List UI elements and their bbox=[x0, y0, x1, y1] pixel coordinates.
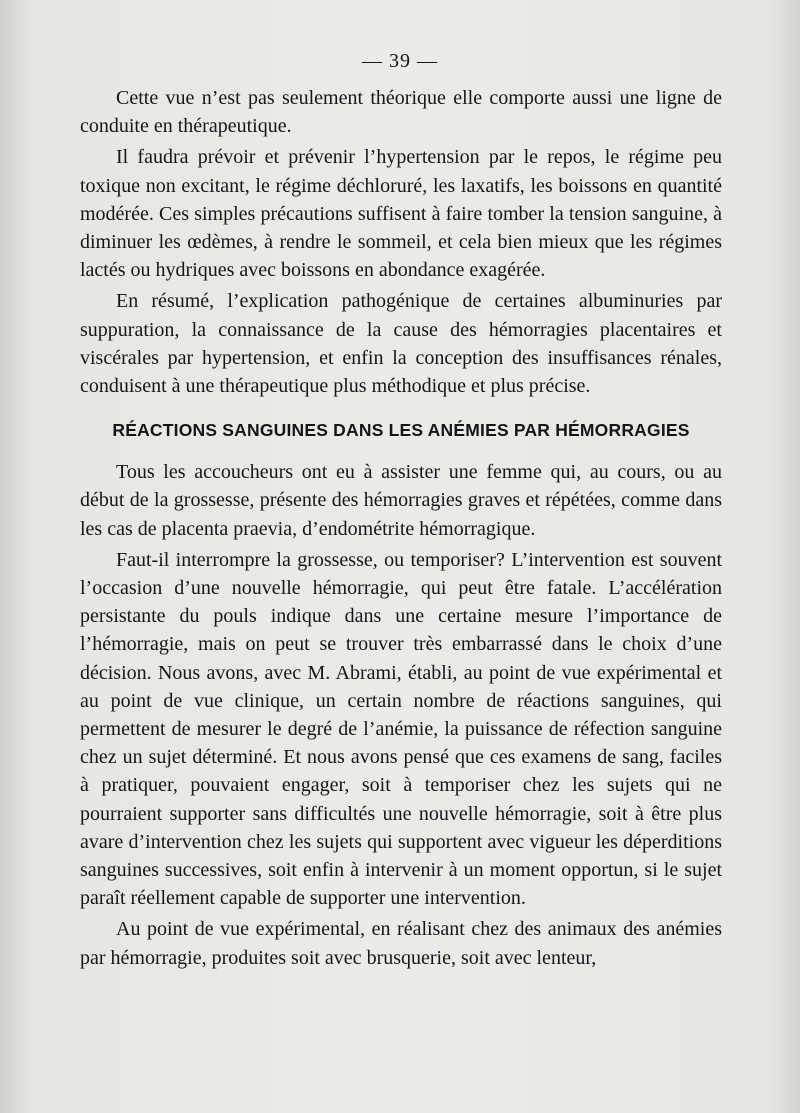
paragraph-interrupt-pregnancy: Faut-il interrompre la grossesse, ou temporiser? L’intervention est souvent l’occasion d’une nouvelle hémorragie, qui peut être fatale. L’accélération persistante du pouls indique dans une certaine mesure l’importance de l’hémorragie, mais on peut se trouver très embarrassé dans le choix d’une décision. Nous avons, avec M. Abrami, établi, au point de vue expérimental et au point de vue clinique, un certain nombre de réactions sanguines, qui permettent de mesurer le degré de l’anémie, la puissance de réfection sanguine chez un sujet déterminé. Et nous avons pensé que ces examens de sang, faciles à pratiquer, pouvaient engager, soit à temporiser chez les sujets qui ne pourraient supporter sans difficultés une nouvelle hémorragie, soit à être plus avare d’intervention chez les sujets qui supportent avec vigueur les déperditions sanguines successives, soit enfin à intervenir à un moment opportun, si le sujet paraît réellement capable de supporter une intervention. bbox=[80, 548, 722, 910]
paragraph-obstetricians: Tous les accoucheurs ont eu à assister une femme qui, au cours, ou au début de la grossesse, présente des hémorragies graves et répétées, comme dans les cas de placenta praevia, d’endométrite hémorragique. bbox=[80, 461, 722, 540]
section-heading: RÉACTIONS SANGUINES DANS LES ANÉMIES PAR HÉMORRAGIES bbox=[112, 420, 690, 441]
paragraph-experimental: Au point de vue expérimental, en réalisant chez des animaux des anémies par hémorragie, produites soit avec brusquerie, soit avec lenteur, bbox=[80, 918, 722, 969]
paragraph-hypertension-prevention: Il faudra prévoir et prévenir l’hypertension par le repos, le régime peu toxique non excitant, le régime déchloruré, les laxatifs, les boissons en quantité modérée. Ces simples précautions suffisent à faire tomber la tension sanguine, à diminuer les œdèmes, à rendre le sommeil, et cela bien mieux que les régimes lactés ou hydriques avec boissons en abondance exagérée. bbox=[80, 146, 722, 282]
page-number: — 39 — bbox=[362, 50, 438, 72]
body-text bbox=[80, 84, 722, 975]
paragraph-therapeutic-line: Cette vue n’est pas seulement théorique elle comporte aussi une ligne de conduite en thérapeutique. bbox=[80, 87, 722, 138]
paragraph-summary: En résumé, l’explication pathogénique de certaines albuminuries par suppuration, la connaissance de la cause des hémorragies placentaires et viscérales par hypertension, et enfin la conception des insuffisances rénales, conduisent à une thérapeutique plus méthodique et plus précise. bbox=[80, 290, 722, 398]
